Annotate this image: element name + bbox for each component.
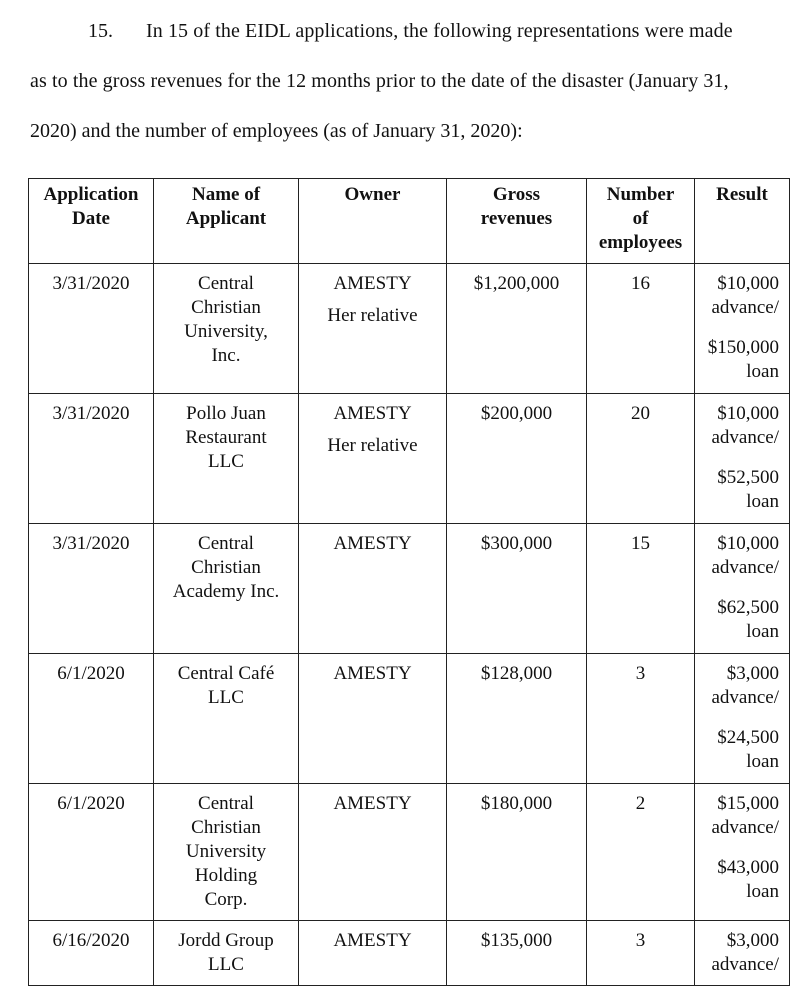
table-row — [29, 524, 790, 654]
result-line: advance/ — [711, 954, 779, 975]
result-line: advance/ — [711, 427, 779, 448]
header-text: employees — [598, 232, 683, 253]
cell-date: 6/1/2020 — [29, 784, 154, 921]
header-text: Name of — [191, 184, 261, 205]
cell-gross-revenues: $135,000 — [447, 921, 587, 986]
owner-text: AMESTY — [333, 930, 412, 951]
applicant-line: Christian — [191, 297, 261, 318]
header-text: Gross — [492, 184, 541, 205]
paragraph-number: 15. — [88, 20, 113, 42]
header-number-of-employees — [587, 179, 695, 264]
table-row — [29, 654, 790, 784]
cell-applicant — [154, 921, 299, 986]
applicant-line: Corp. — [204, 889, 248, 910]
cell-employees: 2 — [587, 784, 695, 921]
header-application-date — [29, 179, 154, 264]
cell-gross-revenues: $300,000 — [447, 524, 587, 654]
cell-employees: 15 — [587, 524, 695, 654]
paragraph-line-1: In 15 of the EIDL applications, the following representations were made — [146, 20, 733, 42]
applicant-line: Pollo Juan — [186, 403, 266, 424]
cell-gross-revenues: $128,000 — [447, 654, 587, 784]
applicant-line: Jordd Group — [178, 930, 274, 951]
applicant-line: Central Café — [177, 663, 275, 684]
cell-result — [695, 394, 790, 524]
applicant-line: University, — [184, 321, 268, 342]
applicant-line: LLC — [208, 687, 244, 708]
header-text: Application — [43, 184, 139, 205]
applicant-line: Restaurant — [185, 427, 267, 448]
applicant-line: Central — [198, 793, 254, 814]
result-line: loan — [746, 881, 779, 902]
result-line: $52,500 — [717, 467, 779, 488]
cell-result — [695, 264, 790, 394]
cell-employees: 3 — [587, 654, 695, 784]
cell-employees: 16 — [587, 264, 695, 394]
result-line: $43,000 — [717, 857, 779, 878]
eidl-applications-table — [28, 178, 790, 986]
table-row — [29, 394, 790, 524]
cell-date: 3/31/2020 — [29, 394, 154, 524]
cell-owner — [299, 524, 447, 654]
table-header-row — [29, 179, 790, 264]
result-line: loan — [746, 361, 779, 382]
applicant-line: Inc. — [211, 345, 241, 366]
result-line: advance/ — [711, 557, 779, 578]
applicant-line: Central — [198, 273, 254, 294]
header-name-of-applicant — [154, 179, 299, 264]
applicant-line: LLC — [208, 451, 244, 472]
result-line: advance/ — [711, 687, 779, 708]
paragraph-line-2: as to the gross revenues for the 12 months prior to the date of the disaster (January 31, — [30, 70, 729, 92]
owner-relative: Her relative — [327, 305, 418, 326]
header-gross-revenues — [447, 179, 587, 264]
result-line: $10,000 — [717, 273, 779, 294]
owner-relative: Her relative — [327, 435, 418, 456]
cell-date: 6/16/2020 — [29, 921, 154, 986]
result-line: $15,000 — [717, 793, 779, 814]
header-text: Date — [72, 208, 110, 229]
applicant-line: Holding — [194, 865, 258, 886]
owner-text: AMESTY — [333, 273, 412, 294]
cell-applicant — [154, 264, 299, 394]
cell-result — [695, 784, 790, 921]
owner-text: AMESTY — [333, 793, 412, 814]
cell-applicant — [154, 784, 299, 921]
cell-gross-revenues: $180,000 — [447, 784, 587, 921]
cell-result — [695, 524, 790, 654]
applicant-line: LLC — [208, 954, 244, 975]
result-line: loan — [746, 491, 779, 512]
cell-date: 6/1/2020 — [29, 654, 154, 784]
cell-employees: 20 — [587, 394, 695, 524]
result-line: $3,000 — [726, 663, 779, 684]
applicant-line: Central — [198, 533, 254, 554]
result-line: $3,000 — [726, 930, 779, 951]
header-text: of — [632, 208, 649, 229]
table-row — [29, 264, 790, 394]
owner-text: AMESTY — [333, 403, 412, 424]
cell-applicant — [154, 654, 299, 784]
cell-date: 3/31/2020 — [29, 264, 154, 394]
result-line: $10,000 — [717, 403, 779, 424]
applicant-line: University — [185, 841, 267, 862]
result-line: loan — [746, 751, 779, 772]
owner-text: AMESTY — [333, 663, 412, 684]
header-text: Owner — [344, 184, 401, 205]
cell-gross-revenues: $200,000 — [447, 394, 587, 524]
result-line: $24,500 — [717, 727, 779, 748]
header-text: revenues — [480, 208, 553, 229]
cell-owner — [299, 921, 447, 986]
cell-applicant — [154, 394, 299, 524]
owner-text: AMESTY — [333, 533, 412, 554]
header-text: Number — [606, 184, 675, 205]
cell-result — [695, 654, 790, 784]
result-line: advance/ — [711, 297, 779, 318]
cell-applicant — [154, 524, 299, 654]
result-line: advance/ — [711, 817, 779, 838]
applicant-line: Academy Inc. — [172, 581, 280, 602]
header-text: Result — [716, 184, 768, 205]
cell-owner — [299, 654, 447, 784]
table-row — [29, 784, 790, 921]
header-owner — [299, 179, 447, 264]
cell-owner — [299, 264, 447, 394]
header-text: Applicant — [185, 208, 267, 229]
result-line: $150,000 — [707, 337, 779, 358]
result-line: loan — [746, 621, 779, 642]
cell-result — [695, 921, 790, 986]
applicant-line: Christian — [191, 817, 261, 838]
result-line: $62,500 — [717, 597, 779, 618]
cell-owner — [299, 784, 447, 921]
cell-owner — [299, 394, 447, 524]
table-row — [29, 921, 790, 986]
header-result — [695, 179, 790, 264]
cell-date: 3/31/2020 — [29, 524, 154, 654]
cell-gross-revenues: $1,200,000 — [447, 264, 587, 394]
applicant-line: Christian — [191, 557, 261, 578]
result-line: $10,000 — [717, 533, 779, 554]
paragraph-line-3: 2020) and the number of employees (as of January 31, 2020): — [30, 120, 523, 142]
cell-employees: 3 — [587, 921, 695, 986]
